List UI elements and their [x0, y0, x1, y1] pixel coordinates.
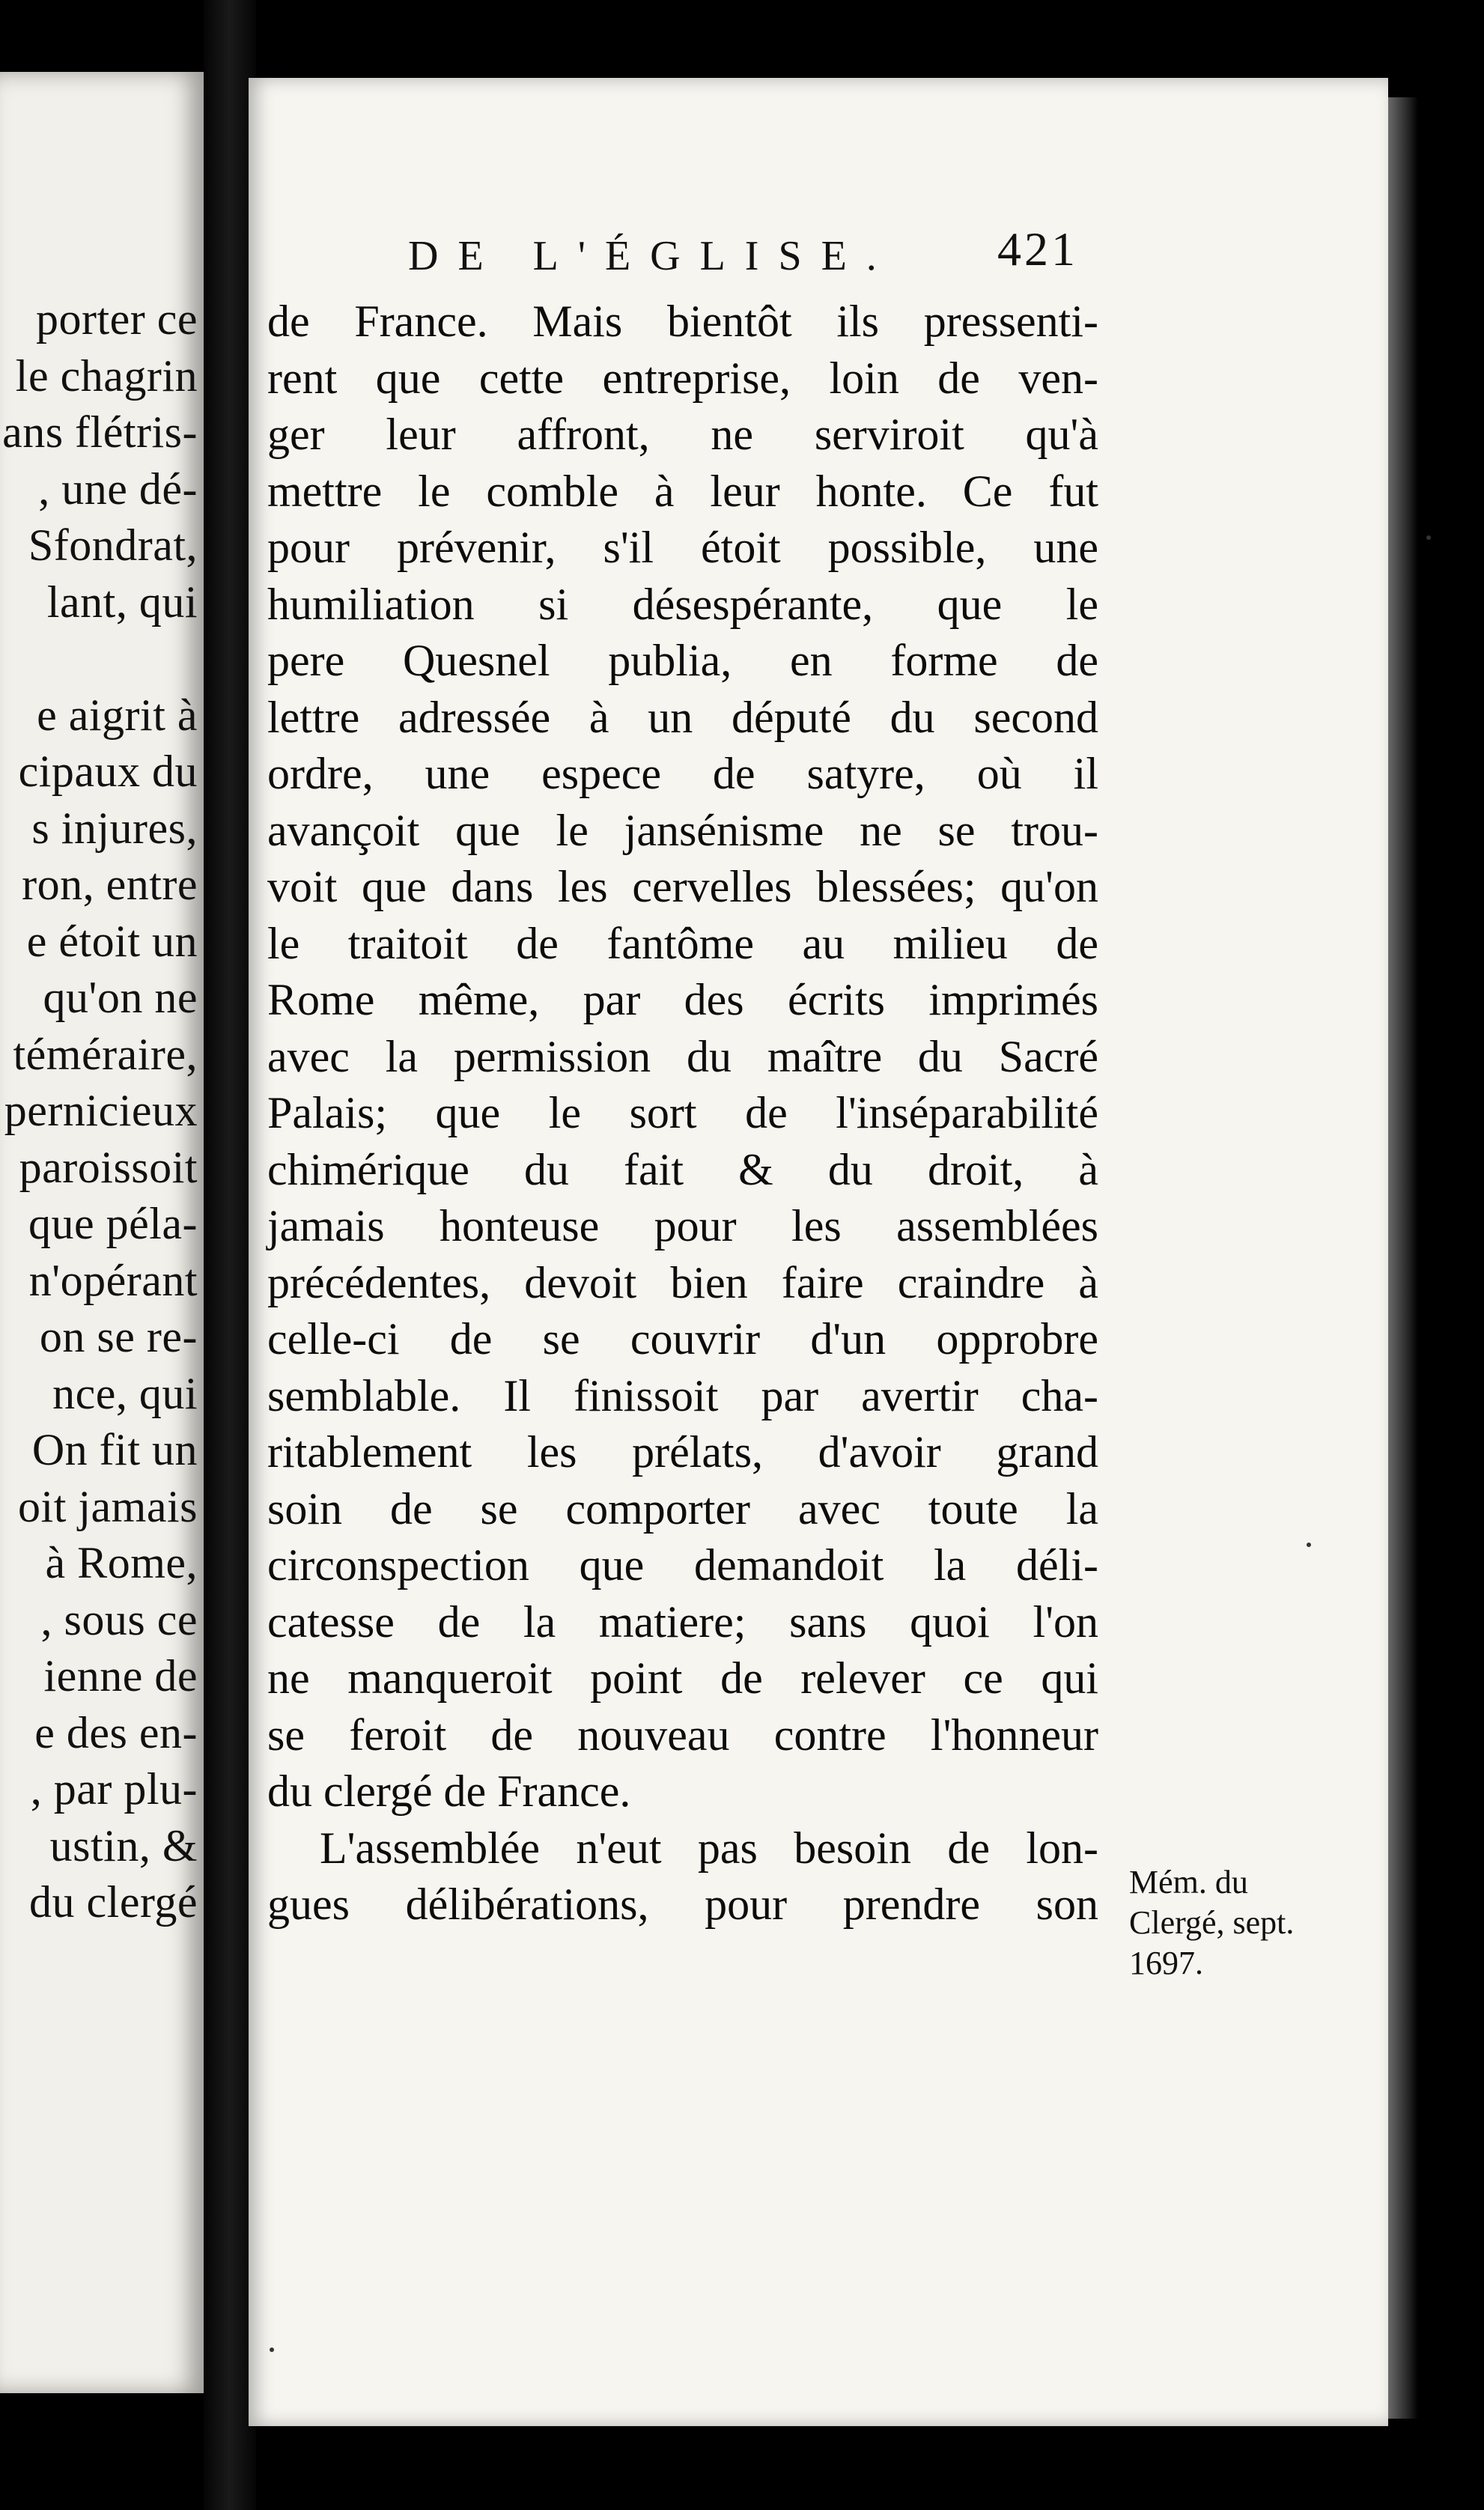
text-line: voit que dans les cervelles blessées; qu'on — [267, 862, 1098, 911]
left-page-line: nce, qui — [52, 1368, 198, 1418]
text-line: pour prévenir, s'il étoit possible, une — [267, 523, 1098, 572]
left-page-line: ron, entre — [22, 860, 198, 909]
left-page-line: ustin, & — [49, 1820, 198, 1871]
text-line: avec la permission du maître du Sacré — [267, 1031, 1098, 1081]
text-line: ordre, une espece de satyre, où il — [267, 749, 1098, 798]
text-line: pere Quesnel publia, en forme de — [267, 636, 1098, 685]
left-page-line: s injures, — [31, 803, 198, 853]
text-line: ne manqueroit point de relever ce qui — [267, 1653, 1098, 1703]
text-line: jamais honteuse pour les assemblées — [267, 1201, 1098, 1251]
text-line: L'assemblée n'eut pas besoin de lon- — [320, 1823, 1098, 1873]
left-page-line: On fit un — [31, 1425, 198, 1474]
left-page-line: on se re- — [39, 1312, 198, 1361]
text-line: humiliation si désespérante, que le — [267, 579, 1098, 629]
left-page-line: ans flétris- — [2, 407, 198, 457]
text-line: de France. Mais bientôt ils pressenti- — [267, 297, 1098, 346]
text-line: précédentes, devoit bien faire craindre à — [267, 1257, 1098, 1307]
left-page-line: cipaux du — [18, 747, 198, 796]
left-page-line: pernicieux — [4, 1086, 198, 1135]
left-page-line: n'opérant — [28, 1255, 198, 1305]
page-edge — [1388, 97, 1418, 2419]
text-line: avançoit que le jansénisme ne se trou- — [267, 805, 1098, 855]
text-line: ritablement les prélats, d'avoir grand — [267, 1427, 1098, 1477]
text-line: gues délibérations, pour prendre son — [267, 1880, 1098, 1929]
left-page-line: le chagrin — [15, 350, 198, 401]
left-page-line: , sous ce — [40, 1594, 198, 1644]
text-line: Palais; que le sort de l'inséparabilité — [267, 1088, 1098, 1137]
left-page-line: Sfondrat, — [28, 520, 198, 570]
left-page-line: e aigrit à — [37, 690, 198, 740]
page-number: 421 — [997, 222, 1078, 276]
text-line: semblable. Il finissoit par avertir cha- — [267, 1370, 1098, 1420]
left-page-line: oit jamais — [18, 1481, 198, 1531]
left-page-line: e des en- — [34, 1707, 198, 1757]
text-line: catesse de la matiere; sans quoi l'on — [267, 1596, 1098, 1647]
left-page-line: ienne de — [43, 1651, 198, 1701]
text-line: du clergé de France. — [267, 1766, 631, 1816]
text-line: soin de se comporter avec toute la — [267, 1483, 1098, 1534]
text-line: circonspection que demandoit la déli- — [267, 1540, 1098, 1590]
print-speck — [270, 2348, 274, 2352]
left-facing-page — [0, 72, 204, 2393]
left-page-line: e étoit un — [26, 916, 198, 966]
left-page-line: du clergé — [29, 1877, 198, 1927]
margin-note-line: 1697. — [1129, 1945, 1203, 1981]
left-page-line: à Rome, — [45, 1538, 198, 1587]
text-line: ger leur affront, ne serviroit qu'à — [267, 410, 1098, 459]
text-line: rent que cette entreprise, loin de ven- — [267, 353, 1098, 403]
left-page-line: téméraire, — [13, 1029, 198, 1079]
left-page-line: lant, qui — [46, 577, 198, 627]
text-line: Rome même, par des écrits imprimés — [267, 975, 1098, 1024]
left-page-line: paroissoit — [19, 1142, 198, 1192]
text-line: le traitoit de fantôme au milieu de — [267, 918, 1098, 968]
body-text — [267, 294, 1098, 1933]
margin-note — [1129, 1862, 1354, 1984]
left-page-line: porter ce — [35, 294, 198, 344]
left-page-line: , une dé- — [38, 464, 198, 514]
print-speck — [1426, 535, 1431, 540]
text-line: chimérique du fait & du droit, à — [267, 1144, 1098, 1194]
left-page-line: que péla- — [28, 1199, 198, 1248]
text-line: celle-ci de se couvrir d'un opprobre — [267, 1314, 1098, 1364]
text-line: mettre le comble à leur honte. Ce fut — [267, 466, 1098, 516]
margin-note-line: Mém. du — [1129, 1864, 1248, 1900]
left-page-line: qu'on ne — [43, 973, 198, 1022]
margin-note-line: Clergé, sept. — [1129, 1904, 1295, 1941]
text-line: se feroit de nouveau contre l'honneur — [267, 1710, 1098, 1760]
print-speck — [1307, 1543, 1311, 1547]
text-line: lettre adressée à un député du second — [267, 692, 1098, 742]
left-page-line: , par plu- — [30, 1764, 198, 1814]
running-head: DE L'ÉGLISE. — [408, 233, 896, 279]
